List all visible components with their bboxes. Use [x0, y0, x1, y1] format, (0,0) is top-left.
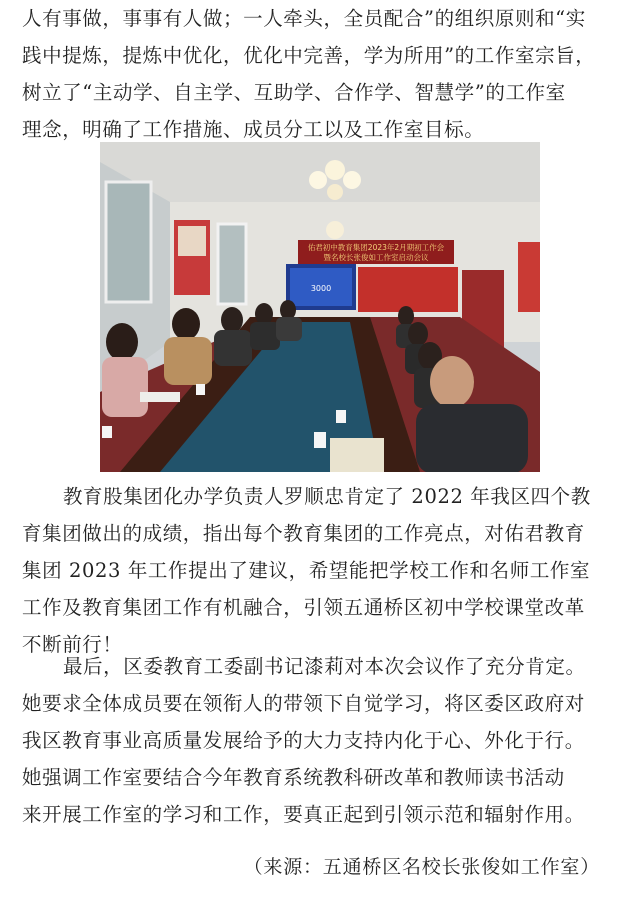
- source-credit: （来源：五通桥区名校长张俊如工作室）: [243, 856, 600, 878]
- text-line: 人有事做，事事有人做；一人牵头，全员配合”的组织原则和“实: [22, 7, 586, 30]
- text-line: 理念，明确了工作措施、成员分工以及工作室目标。: [22, 118, 485, 141]
- paragraph-3: [22, 648, 616, 833]
- paragraph-2: [22, 478, 616, 663]
- text-line: 最后，区委教育工委副书记漆莉对本次会议作了充分肯定。: [62, 655, 586, 678]
- text-line: 工作及教育集团工作有机融合，引领五通桥区初中学校课堂改革: [22, 596, 585, 619]
- banner-subtitle: 暨名校长张俊如工作室启动会议: [323, 253, 429, 262]
- screen-text: 3000: [310, 284, 332, 293]
- text-line: 她强调工作室要结合今年教育系统教科研改革和教师读书活动: [22, 766, 565, 789]
- text-line: 她要求全体成员要在领衔人的带领下自觉学习，将区委区政府对: [22, 692, 585, 715]
- text-line: 来开展工作室的学习和工作，要真正起到引领示范和辐射作用。: [22, 803, 585, 826]
- text-line: 践中提炼，提炼中优化，优化中完善，学为所用”的工作室宗旨，: [22, 44, 596, 67]
- paragraph-1: [22, 0, 616, 148]
- meeting-room-illustration: [100, 142, 540, 472]
- text-line: 育集团做出的成绩，指出每个教育集团的工作亮点，对佑君教育: [22, 522, 585, 545]
- text-line: 集团 2023 年工作提出了建议，希望能把学校工作和名师工作室: [22, 559, 591, 582]
- text-line: 不断前行！: [22, 633, 123, 656]
- text-line: 教育股集团化办学负责人罗顺忠肯定了 2022 年我区四个教: [62, 485, 591, 508]
- text-line: 树立了“主动学、自主学、互助学、合作学、智慧学”的工作室: [22, 81, 566, 104]
- banner-title: 佑君初中教育集团2023年2月期初工作会: [307, 243, 445, 252]
- meeting-photo: [100, 142, 540, 472]
- text-line: 我区教育事业高质量发展给予的大力支持内化于心、外化于行。: [22, 729, 585, 752]
